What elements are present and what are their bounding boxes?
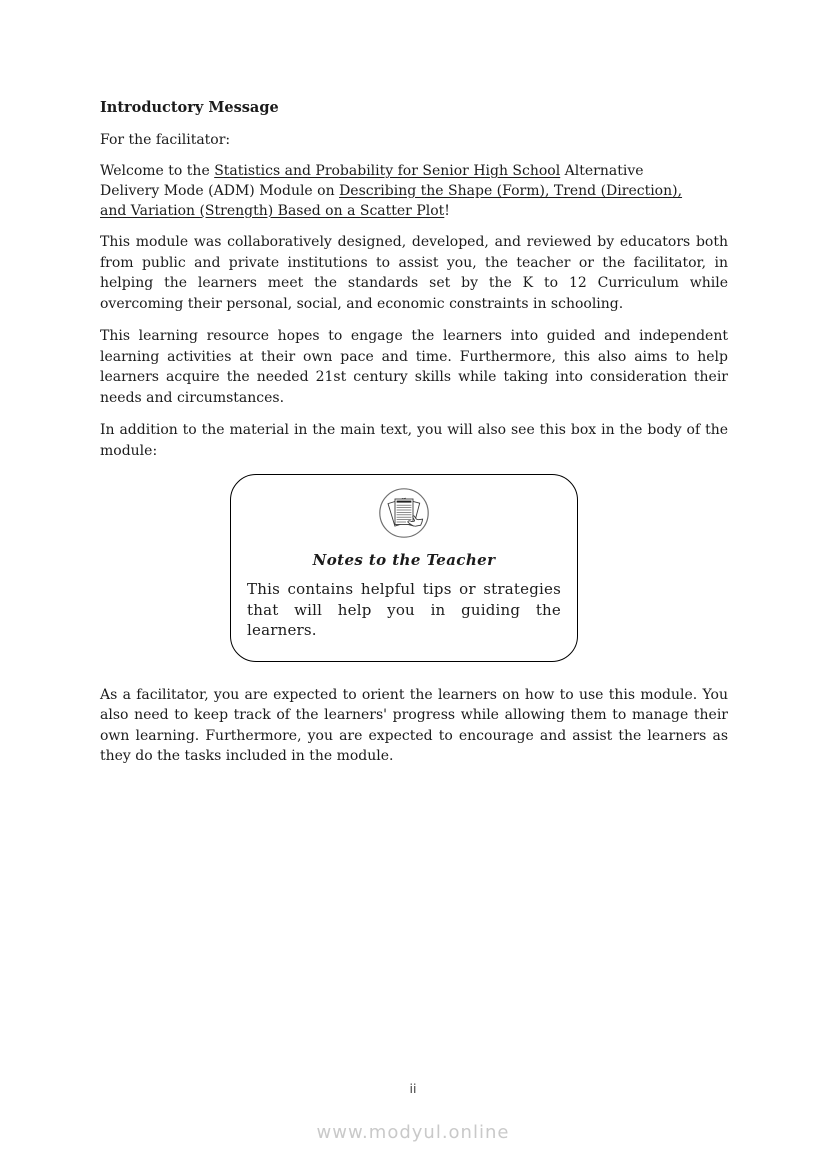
welcome-paragraph xyxy=(100,162,728,221)
page-number: ii xyxy=(409,1081,417,1096)
module-lesson-title-part2: and Variation (Strength) Based on a Scatter Plot xyxy=(100,202,445,219)
notes-to-teacher-box xyxy=(230,474,578,662)
welcome-line-1 xyxy=(100,162,728,182)
document-body xyxy=(100,99,728,767)
page-title: Introductory Message xyxy=(100,99,279,116)
module-lesson-title-part1: Describing the Shape (Form), Trend (Direction), xyxy=(339,182,683,199)
welcome-line-2 xyxy=(100,182,728,202)
welcome-line1-pre: Welcome to the xyxy=(100,163,215,179)
paragraph-learning-resource: This learning resource hopes to engage the learners into guided and independent learning activities at their own pace and time. Furthermore, this also aims to help learners acquire the needed 21st century skills while taking into consideration their needs and circumstances. xyxy=(100,328,728,406)
note-box-body: This contains helpful tips or strategies that will help you in guiding the learners. xyxy=(247,580,561,640)
welcome-line2-pre: Delivery Mode (ADM) Module on xyxy=(100,182,340,199)
paragraph-in-addition: In addition to the material in the main text, you will also see this box in the body of the module: xyxy=(100,422,728,459)
welcome-line3-post: ! xyxy=(444,202,450,219)
note-box-title: Notes to the Teacher xyxy=(312,551,496,570)
paragraph-collaboration: This module was collaboratively designed, developed, and reviewed by educators both from public and private institutions to assist you, the teacher or the facilitator, in helping the learners meet the standards set by the K to 12 Curriculum while overcoming their personal, social, and economic constraints in schooling. xyxy=(100,234,728,312)
notes-with-hand-icon xyxy=(247,487,561,539)
paragraph-facilitator-role: As a facilitator, you are expected to orient the learners on how to use this module. You also need to keep track of the learners' progress while allowing them to manage their own learning. Furthermore, you are expected to encourage and assist the learners as they do the tasks included in the module. xyxy=(100,686,728,765)
welcome-line1-post: Alternative xyxy=(560,163,644,179)
module-subject-title: Statistics and Probability for Senior High School xyxy=(214,163,561,179)
salutation-text: For the facilitator: xyxy=(100,132,231,148)
watermark-text: www.modyul.online xyxy=(316,1122,510,1143)
welcome-line-3 xyxy=(100,202,728,222)
